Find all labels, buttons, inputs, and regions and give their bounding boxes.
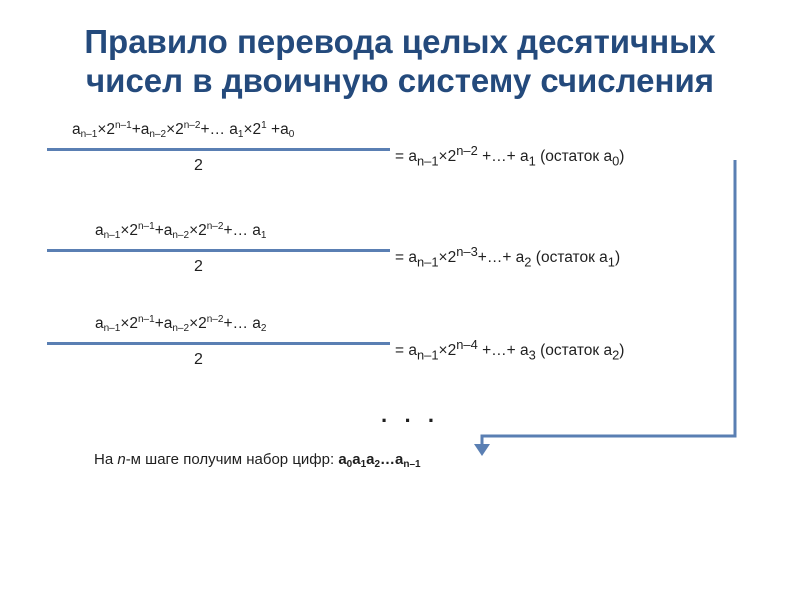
final-n: n <box>117 451 126 468</box>
final-digits: $a_0a_1a_2\dots a_{n-1}$ <box>338 451 421 470</box>
step-1-numerator: $a_{n-1}\times 2^{n-1}+a_{n-2}\times 2^{n-2}+\dots$ $a_1\times 2^1 +a_0$ <box>72 120 295 140</box>
title-line-1: Правило перевода целых десятичных <box>84 23 716 60</box>
step-1-denominator: 2 <box>194 157 203 174</box>
step-2-result: = $a_{n-1}\times 2^{n-3}+\dots+ a_2$ (остаток $a_1$) <box>395 244 621 270</box>
step-3-result: = $a_{n-1}\times 2^{n-4}$ +…+ $a_3$ (остаток $a_2$) <box>395 337 625 363</box>
step-2-denominator: 2 <box>194 258 203 275</box>
step-3-denominator: 2 <box>194 351 203 368</box>
final-statement <box>94 451 421 468</box>
ellipsis: · · · <box>381 408 441 433</box>
title-line-2: чисел в двоичную систему счисления <box>86 62 714 99</box>
step-2-numerator: $a_{n-1}\times 2^{n-1}+a_{n-2}\times 2^{n-2}+\dots$ $a_1$ <box>95 221 267 241</box>
final-middle: -м шаге получим набор цифр: <box>125 451 339 468</box>
step-1-result: = $a_{n-1}\times 2^{n-2}$ +…+ $a_1$ (остаток $a_0$) <box>395 143 625 169</box>
final-prefix: На <box>94 451 118 468</box>
step-3-numerator: $a_{n-1}\times 2^{n-1}+a_{n-2}\times 2^{n-2}+\dots$ $a_2$ <box>95 314 267 334</box>
